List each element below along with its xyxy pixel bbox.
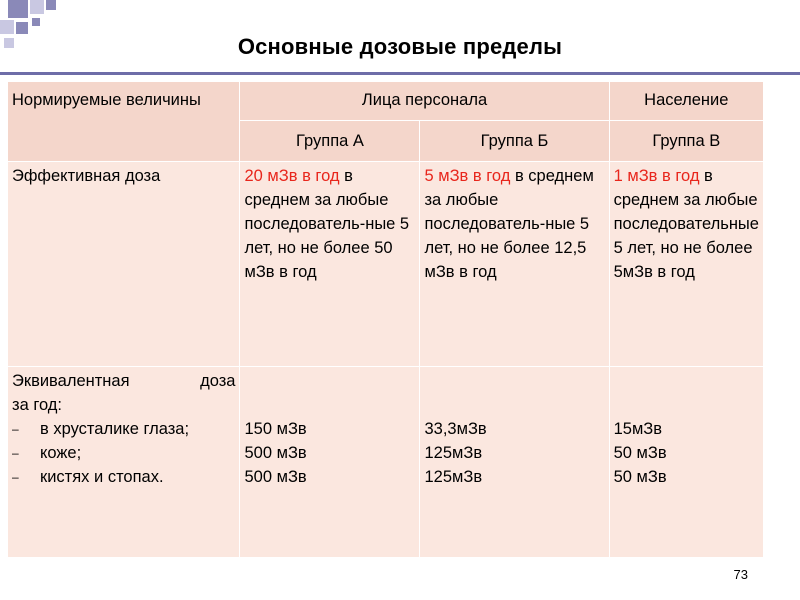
equivalent-v-value: 50 мЗв <box>613 468 667 486</box>
equivalent-dose-label <box>8 367 240 558</box>
page-number: 73 <box>733 567 748 582</box>
effective-group-v <box>609 162 763 367</box>
dose-limits-table <box>8 82 764 558</box>
effective-a-highlight: 20 мЗв в год <box>244 167 340 185</box>
header-personnel: Лица персонала <box>240 82 609 121</box>
effective-b-highlight: 5 мЗв в год <box>424 167 511 185</box>
equivalent-organ-list <box>12 417 235 489</box>
decor-square <box>16 22 28 34</box>
effective-dose-label <box>8 162 240 367</box>
decor-square <box>0 20 14 34</box>
slide-title: Основные дозовые пределы <box>237 34 563 59</box>
equivalent-group-v <box>609 367 763 558</box>
effective-v-text: в среднем за любые последовательные 5 лет, но не более 5мЗв в год <box>613 167 759 281</box>
equivalent-v-value: 50 мЗв <box>613 444 667 462</box>
equivalent-label-line1: Эквивалентная доза <box>12 372 236 390</box>
header-population: Население <box>609 82 763 121</box>
equivalent-b-value: 125мЗв <box>424 468 483 486</box>
list-item: – кистях и стопах. <box>12 465 235 489</box>
effective-a-text: в среднем за любые последователь-ные 5 лет, но не более 50 мЗв в год <box>244 167 410 281</box>
effective-group-b <box>420 162 609 367</box>
equivalent-group-b <box>420 367 609 558</box>
header-group-b: Группа Б <box>420 121 609 162</box>
effective-v-highlight: 1 мЗв в год <box>613 167 700 185</box>
equivalent-group-a <box>240 367 420 558</box>
equivalent-label-line2: за год: <box>12 396 63 414</box>
equivalent-a-value: 150 мЗв <box>244 420 307 438</box>
equivalent-v-value: 15мЗв <box>613 420 663 438</box>
equivalent-a-value: 500 мЗв <box>244 444 307 462</box>
decor-square <box>46 0 56 10</box>
equivalent-b-value: 33,3мЗв <box>424 420 487 438</box>
decor-square <box>8 0 28 18</box>
title-divider <box>0 72 800 75</box>
header-group-a: Группа А <box>240 121 420 162</box>
equivalent-a-value: 500 мЗв <box>244 468 307 486</box>
header-quantities: Нормируемые величины <box>8 82 240 162</box>
decor-square <box>30 0 44 14</box>
table-row-effective <box>8 162 764 367</box>
list-item: – коже; <box>12 441 235 465</box>
equivalent-b-value: 125мЗв <box>424 444 483 462</box>
effective-b-text: в среднем за любые последователь-ные 5 лет, но не более 12,5 мЗв в год <box>424 167 594 281</box>
effective-dose-label-text: Эффективная доза <box>12 167 161 185</box>
decor-square <box>32 18 40 26</box>
table-header-row <box>8 82 764 121</box>
list-item: – в хрусталике глаза; <box>12 417 235 441</box>
header-group-v: Группа В <box>609 121 763 162</box>
effective-group-a <box>240 162 420 367</box>
table-row-equivalent <box>8 367 764 558</box>
